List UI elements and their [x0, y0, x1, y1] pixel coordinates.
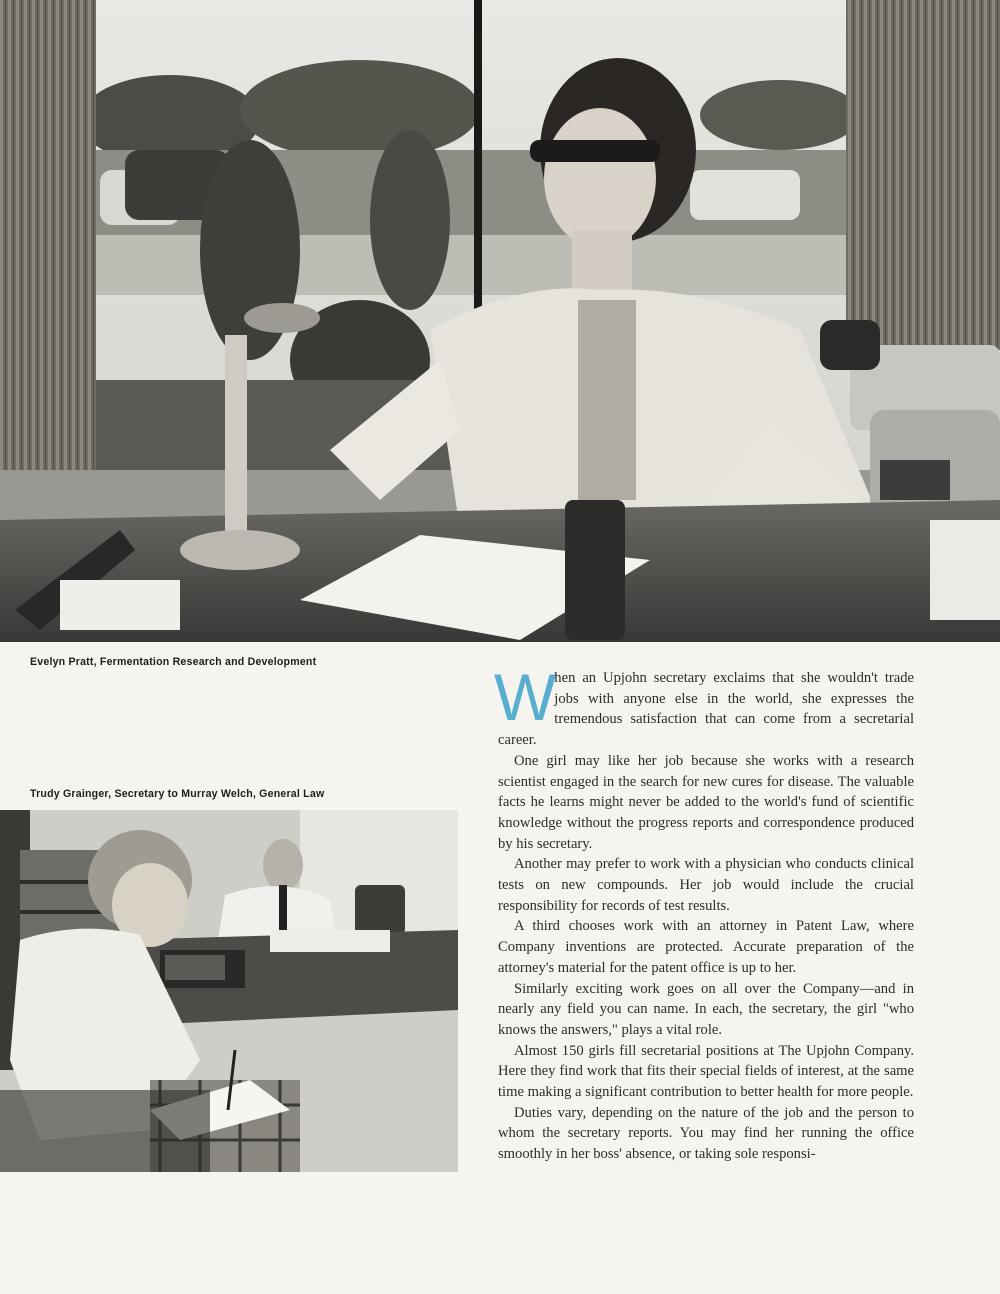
article-paragraph: A third chooses work with an attorney in Patent Law, where Company inventions are protected. Accurate preparation of the attorney's material for the patent office is up to her. — [498, 918, 914, 976]
photo-secretary-at-desk — [0, 0, 1000, 642]
article-body — [494, 660, 914, 1165]
article-paragraph: Similarly exciting work goes on all over the Company—and in nearly any field you can name. In each, the secretary, the girl "who knows the answers," plays a vital role. — [498, 980, 914, 1038]
caption-top-photo: Evelyn Pratt, Fermentation Research and Development — [30, 656, 317, 668]
article-paragraph: Duties vary, depending on the nature of the job and the person to whom the secretary reports. You may find her running the office smoothly in her boss' absence, or taking sole responsi- — [498, 1104, 914, 1163]
drop-cap: W — [494, 660, 551, 734]
article-paragraph — [494, 660, 914, 751]
photo-secretary-with-attorney-image — [0, 810, 458, 1172]
caption-bottom-photo: Trudy Grainger, Secretary to Murray Welch, General Law — [30, 788, 325, 800]
article-paragraph: One girl may like her job because she works with a research scientist engaged in the search for new cures for disease. The valuable facts he learns might never be added to the world's fund of scientific knowledge without the progress reports and correspondence produced by his secretary. — [498, 752, 914, 852]
article-paragraph-text: hen an Upjohn secretary exclaims that she wouldn't trade jobs with anyone else in the world, she expresses the tremendous satisfaction that can come from a secretarial career. — [498, 670, 914, 749]
photo-secretary-with-attorney — [0, 810, 458, 1172]
photo-secretary-at-desk-image — [0, 0, 1000, 642]
article-paragraph: Almost 150 girls fill secretarial positions at The Upjohn Company. Here they find work that fits their special fields of interest, at the same time making a significant contribution to better health for more people. — [498, 1042, 914, 1101]
article-paragraph: Another may prefer to work with a physician who conducts clinical tests on new compounds. Her job would include the crucial responsibility for records of test results. — [498, 856, 914, 914]
